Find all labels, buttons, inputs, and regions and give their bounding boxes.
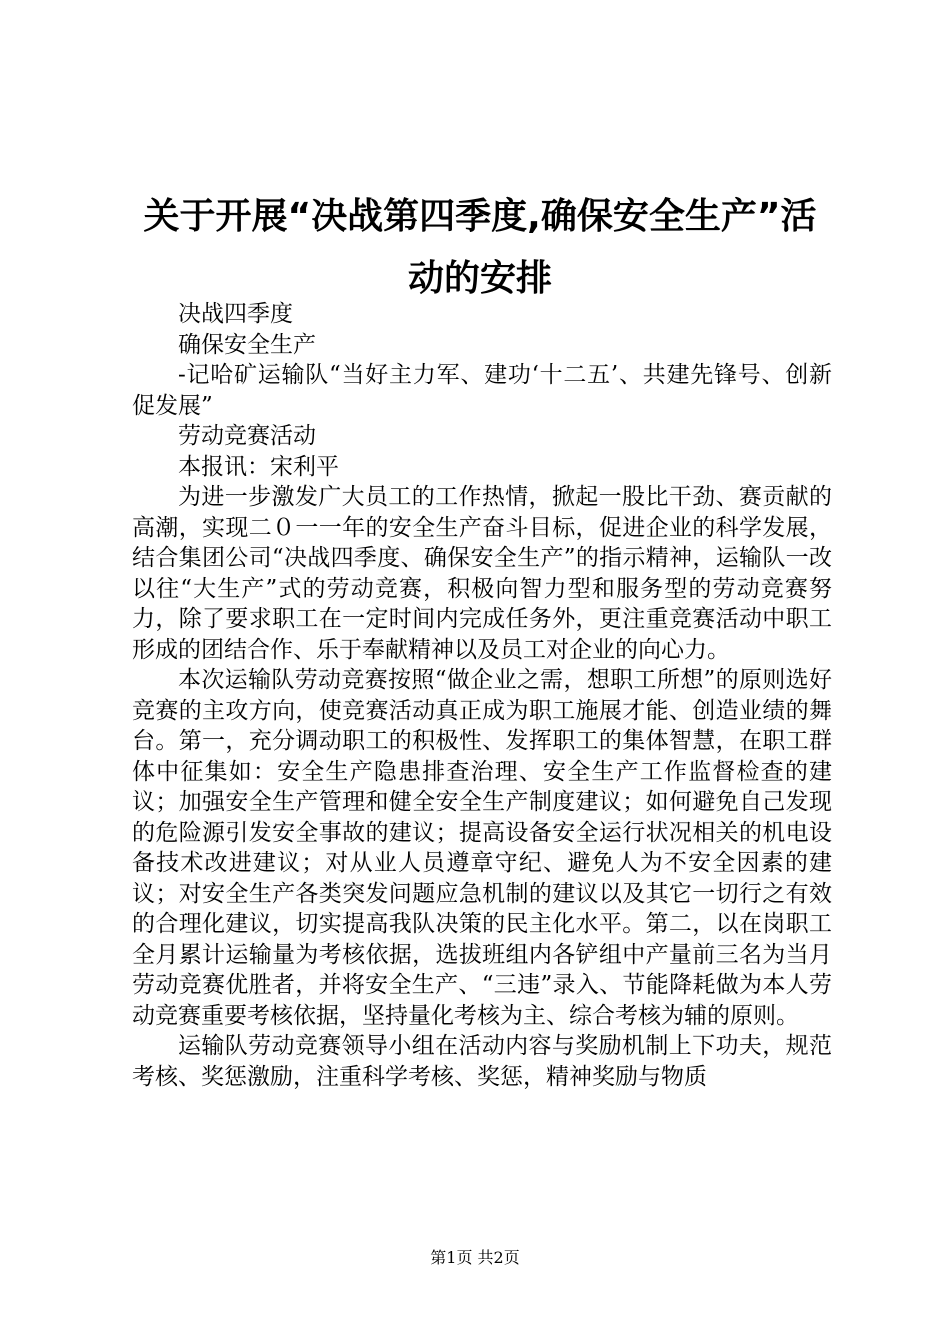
body-paragraph: 运输队劳动竞赛领导小组在活动内容与奖励机制上下功夫，规范考核、奖惩激励，注重科学考核、奖惩，精神奖励与物质 [132, 1033, 832, 1090]
body-paragraph: 本次运输队劳动竞赛按照“做企业之需，想职工所想”的原则选好竞赛的主攻方向，使竞赛活动真正成为职工施展才能、创造业绩的舞台。第一，充分调动职工的积极性、发挥职工的集体智慧，在职工群体中征集如：安全生产隐患排查治理、安全生产工作监督检查的建议；加强安全生产管理和健全安全生产制度建议；如何避免自己发现的危险源引发安全事故的建议；提高设备安全运行状况相关的机电设备技术改进建议；对从业人员遵章守纪、避免人为不安全因素的建议；对安全生产各类突发问题应急机制的建议以及其它一切行之有效的合理化建议，切实提高我队决策的民主化水平。第二，以在岗职工全月累计运输量为考核依据，选拔班组内各铲组中产量前三名为当月劳动竞赛优胜者，并将安全生产、“三违”录入、节能降耗做为本人劳动竞赛重要考核依据，坚持量化考核为主、综合考核为辅的原则。 [132, 667, 832, 1029]
title-line-2: 动的安排 [407, 258, 552, 299]
subtitle-line: 劳动竞赛活动 [178, 423, 316, 449]
title-line-1: 关于开展“决战第四季度,确保安全生产”活 [143, 196, 817, 237]
subtitle-line: 确保安全生产 [178, 331, 316, 358]
byline: 本报讯：宋利平 [178, 453, 339, 480]
page-footer: 第1页 共2页 [430, 1248, 520, 1267]
subtitle-line: 决战四季度 [178, 301, 293, 327]
document-body [132, 299, 832, 1092]
document-title [120, 186, 840, 310]
body-paragraph: 为进一步激发广大员工的工作热情，掀起一股比干劲、赛贡献的高潮，实现二０一一年的安全生产奋斗目标，促进企业的科学发展，结合集团公司“决战四季度、确保安全生产”的指示精神，运输队一改以往“大生产”式的劳动竞赛，积极向智力型和服务型的劳动竞赛努力，除了要求职工在一定时间内完成任务外，更注重竞赛活动中职工形成的团结合作、乐于奉献精神以及员工对企业的向心力。 [132, 484, 832, 663]
subtitle-line: -记哈矿运输队“当好主力军、建功‘十二五’、共建先锋号、创新促发展” [132, 362, 832, 419]
